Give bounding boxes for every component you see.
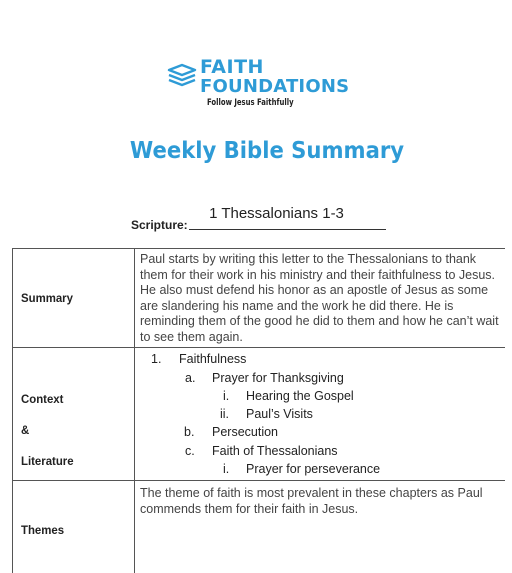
- outline-number: a.: [185, 371, 196, 385]
- outline-number: i.: [223, 462, 230, 476]
- literature-label: Literature: [21, 454, 74, 468]
- scripture-value: 1 Thessalonians 1-3: [209, 205, 344, 222]
- table-divider: [12, 347, 505, 348]
- outline-number: 1.: [151, 352, 162, 366]
- table-divider: [12, 248, 505, 249]
- outline-item: Prayer for perseverance: [246, 462, 381, 476]
- outline-number: i.: [223, 389, 230, 403]
- scripture-label: Scripture:: [131, 218, 188, 232]
- logo-tagline: Follow Jesus Faithfully: [207, 98, 294, 108]
- outline-number: c.: [185, 444, 195, 458]
- summary-text: Paul starts by writing this letter to the Thessalonians to thank them for their work in his ministry and their faithfulness to Jesus. He also must defend his honor as an apostle of Jesus as some are slandering his name and the work he did there. He is reminding them of the good he did to them and how he can’t wait to see them again.: [140, 252, 499, 344]
- summary-label: Summary: [21, 291, 73, 305]
- scripture-underline: [189, 229, 386, 230]
- outline-number: ii.: [220, 407, 230, 421]
- outline-number: b.: [184, 425, 195, 439]
- outline-item: Faith of Thessalonians: [212, 444, 338, 458]
- book-stack-icon: [167, 62, 197, 90]
- page-title: Weekly Bible Summary: [129, 138, 405, 164]
- table-divider: [12, 480, 505, 481]
- themes-label: Themes: [21, 523, 65, 537]
- outline-item: Paul’s Visits: [246, 407, 313, 421]
- outline-item: Hearing the Gospel: [246, 389, 354, 403]
- outline-item: Faithfulness: [179, 352, 247, 366]
- outline-item: Prayer for Thanksgiving: [212, 371, 344, 385]
- summary-table: [12, 248, 505, 573]
- table-divider: [134, 248, 135, 573]
- ampersand-label: &: [21, 423, 30, 437]
- context-label: Context: [21, 392, 64, 406]
- outline-item: Persecution: [212, 425, 279, 439]
- themes-text: The theme of faith is most prevalent in these chapters as Paul commends them for their faith in Jesus.: [140, 486, 483, 516]
- logo-text-foundations: FOUNDATIONS: [200, 76, 350, 97]
- table-divider: [12, 248, 13, 573]
- logo-text-faith: FAITH: [200, 56, 264, 78]
- faith-foundations-logo: [167, 58, 357, 110]
